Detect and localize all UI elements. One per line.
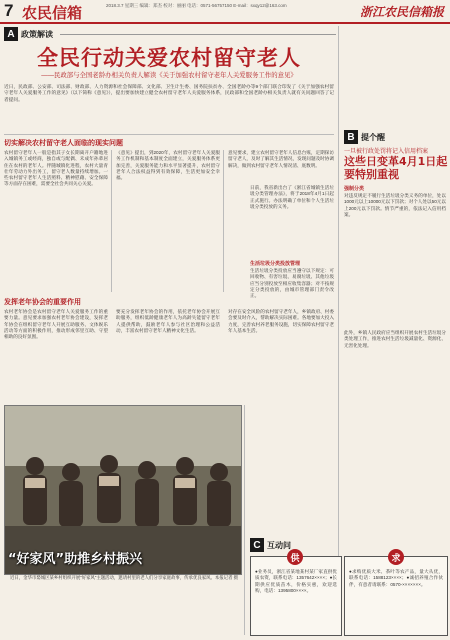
right-subtitle-2: 强制分类 xyxy=(344,186,365,192)
column-divider xyxy=(111,150,112,292)
right-headline: 这些日变革4月1日起要特别重视 xyxy=(344,155,448,181)
article-column-4: 农村老年协会是农村留守老年人关爱服务工作的重要力量。意见要求加强农村老年协会建设，发挥老年协会在组织留守老年人开展互助服务、文体娱乐活动等方面的积极作用，推动形成邻里互助、守望相助的良好氛围。 xyxy=(4,309,108,340)
page-number: 7 xyxy=(4,1,14,20)
divider xyxy=(4,134,334,135)
ad-text-supply: ●业务员，浙江省某地某村某厂家直供优质农资，联系电话：1357642××××；●长期供应优质苗木，价格实惠，欢迎选购，电话：1395800××××。 xyxy=(255,569,337,593)
right-article-text-1: 日前，我省新出台了《浙江省城镇生活垃圾分类管理办法》，将于2018年4月1日起正式施行。办法明确了单位和个人生活垃圾分类投放的义务。 xyxy=(250,185,334,209)
photo-caption: 近日，金华市婺城区某乡村组织开展“好家风”主题活动，邀请村里的老人们分享家庭故事，传承优良家风。本报记者 摄 xyxy=(10,575,239,580)
right-article-text-3: 对违反规定不履行生活垃圾分类义务的单位，处以1000元以上10000元以下罚款；对个人处以50元以上200元以下罚款。情节严重的，依法记入信用档案。 xyxy=(344,193,446,217)
ad-box-supply xyxy=(250,552,342,636)
article-column-1: 农村留守老年人一般是指其子女长期离开户籍地进入城镇务工或经商，独自或与配偶、未成年孙辈居住在农村的老年人。伴随城镇化进程，农村大量青壮年劳动力外出务工，留守老人数量持续增加。一些农村留守老年人生活照料、精神慰藉、安全保障等方面存在困难，需要全社会共同关心关爱。 xyxy=(4,150,108,187)
section-a-label: 政策解读 xyxy=(21,29,53,39)
section-c-letter: C xyxy=(250,538,264,552)
subtitle-2: 发挥老年协会的重要作用 xyxy=(4,299,81,306)
column-divider xyxy=(244,405,245,635)
article-column-3: 意见要求，建立农村留守老年人信息台账，定期探访留守老人，及时了解其生活情况，发现问题及时协调解决，做到农村留守老年人情况清、底数明。 xyxy=(228,150,334,168)
subtitle-1: 切实解决农村留守老人面临的现实问题 xyxy=(4,140,123,147)
photo-title: “好家风”助推乡村振兴 xyxy=(8,552,143,567)
article-column-6: 对存在安全风险的农村留守老年人，乡镇政府、村委会要及时介入，帮助解决实际困难。各地要加大投入力度，完善农村养老服务设施，切实保障农村留守老年人基本生活。 xyxy=(228,309,334,333)
section-a-rule xyxy=(60,34,336,35)
ad-badge-supply: 供 xyxy=(287,549,303,565)
section-b-letter: B xyxy=(344,130,358,144)
right-article-text-4: 此外，乡镇人民政府应当组织开展农村生活垃圾分类处理工作，推进农村生活垃圾减量化、资源化、无害化处理。 xyxy=(344,330,446,348)
newspaper-logo: 浙江农民信箱报 xyxy=(359,5,444,19)
right-kicker: 一旦被行政处罚将记入信用档案 xyxy=(344,149,429,155)
main-subheadline: ——民政部与全国老龄办相关负责人解读《关于加强农村留守老年人关爱服务工作的意见》 xyxy=(41,72,297,79)
section-b-tag xyxy=(344,130,385,144)
column-divider xyxy=(338,26,339,636)
lead-paragraph: 近日，民政部、公安部、司法部、财政部、人力资源和社会保障部、文化部、卫生计生委、国务院扶贫办、全国老龄办等9个部门联合印发了《关于加强农村留守老年人关爱服务工作的意见》（以下简称《意见》），提出要加快建立健全农村留守老年人关爱服务体系，民政部和全国老龄办相关负责人就有关问题回答了记者提问。 xyxy=(4,84,334,102)
right-subtitle-1: 生活垃圾分类投放管理 xyxy=(250,261,301,267)
right-article-text-2: 生活垃圾分类投放应当遵守以下规定：可回收物、有害垃圾、易腐垃圾、其他垃圾应当分别投放至相应收集容器；对不按规定分类投放的，由城市管理部门责令改正。 xyxy=(250,268,334,299)
section-a-tag xyxy=(4,27,53,41)
article-column-5: 要充分发挥老年协会的作用，依托老年协会开展互助服务，组织低龄健康老年人为高龄失能留守老年人提供帮助，鼓励老年人参与社区治理和公益活动，丰富农村留守老年人精神文化生活。 xyxy=(116,309,220,333)
ad-text-demand: ●求购优质大米、茶叶等农产品，量大从优，联系电话：1588123××××；●诚招养殖合作伙伴，有意者请联系：0570-×××××××。 xyxy=(349,569,443,587)
header-meta: 2018.3.7 星期三 编辑：郑杰 校对：丽丽 电话：0571-56757150 E-mail：sxqy12@163.com xyxy=(106,3,287,8)
ad-box-demand xyxy=(344,552,448,636)
section-c-label: 互动问 xyxy=(267,540,291,550)
section-title: 农民信箱 xyxy=(22,4,83,22)
column-divider xyxy=(223,150,224,292)
ad-badge-demand: 求 xyxy=(388,549,404,565)
section-a-letter: A xyxy=(4,27,18,41)
main-headline: 全民行动关爱农村留守老人 xyxy=(37,46,301,70)
section-c-tag xyxy=(250,538,291,552)
section-b-label: 提个醒 xyxy=(361,132,385,142)
article-column-2: 《意见》提出，到2020年，农村留守老年人关爱服务工作机制和基本制度全面建立，关爱服务体系更加完善，关爱服务能力和水平显著提升，农村留守老年人合法权益得到有效保障，生活更加安全幸福。 xyxy=(116,150,220,181)
